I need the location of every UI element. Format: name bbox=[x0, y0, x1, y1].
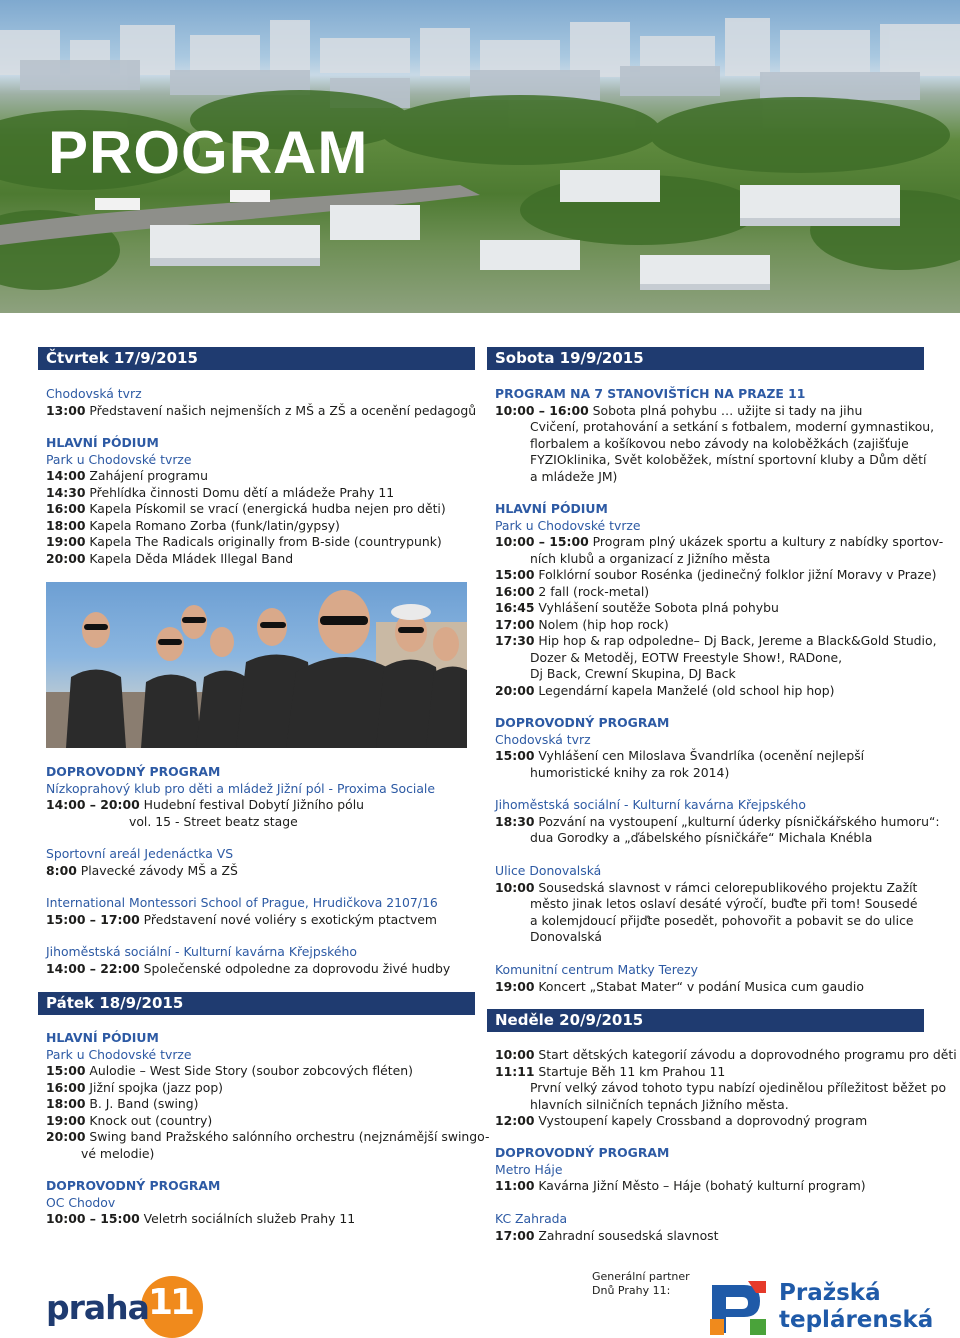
friday-block-side-program bbox=[46, 1178, 475, 1228]
venue: Sportovní areál Jedenáctka VS bbox=[46, 846, 234, 861]
program-line-cont: ních klubů a organizací z Jižního města bbox=[530, 550, 771, 566]
left-column bbox=[38, 347, 490, 1247]
thursday-block-sport bbox=[46, 846, 475, 879]
program-line-cont: vol. 15 - Street beatz stage bbox=[129, 813, 298, 829]
thursday-block-montessori bbox=[46, 895, 475, 928]
program-line: 11:00 Kavárna Jižní Město – Háje (bohatý kulturní program) bbox=[495, 1178, 866, 1193]
program-line-cont: FYZIOklinika, Svět koloběžek, místní sportovní kluby a Dům dětí bbox=[530, 452, 927, 467]
day-bar-sunday: Neděle 20/9/2015 bbox=[487, 1009, 924, 1032]
thursday-block-main-stage bbox=[46, 435, 475, 567]
program-line: 12:00 Vystoupení kapely Crossband a doprovodný program bbox=[495, 1113, 868, 1128]
program-line-cont: hlavních silničních tepnách Jižního města. bbox=[530, 1096, 789, 1112]
program-line: 18:00 Kapela Romano Zorba (funk/latin/gypsy) bbox=[46, 517, 340, 533]
program-line: 14:30 Přehlídka činnosti Domu dětí a mládeže Prahy 11 bbox=[46, 484, 395, 500]
program-line-cont: humoristické knihy za rok 2014) bbox=[530, 764, 730, 780]
venue: Metro Háje bbox=[495, 1161, 563, 1177]
saturday-block-community-center bbox=[495, 962, 924, 995]
thursday-block-tvrz bbox=[46, 386, 475, 419]
program-line-cont: florbalem a košíkovou nebo závody na koloběžkách (zajišťuje bbox=[530, 435, 909, 451]
venue: Chodovská tvrz bbox=[46, 386, 142, 401]
program-line: 16:45 Vyhlášení soutěže Sobota plná pohybu bbox=[495, 600, 779, 615]
hero-banner bbox=[0, 0, 960, 313]
program-line: 16:00 2 fall (rock-metal) bbox=[495, 583, 650, 599]
venue: Park u Chodovské tvrze bbox=[495, 517, 641, 533]
program-line: 20:00 Kapela Děda Mládek Illegal Band bbox=[46, 550, 294, 566]
venue: Nízkoprahový klub pro děti a mládež Jižní pól - Proxima Sociale bbox=[46, 780, 435, 796]
program-line-cont: Cvičení, protahování a setkání s fotbalem, moderní gymnastikou, bbox=[530, 419, 935, 434]
program-line: 19:00 Knock out (country) bbox=[46, 1112, 213, 1128]
day-bar-saturday: Sobota 19/9/2015 bbox=[487, 347, 924, 370]
saturday-block-7-stations bbox=[495, 386, 935, 485]
section-heading: PROGRAM NA 7 STANOVIŠTÍCH NA PRAZE 11 bbox=[495, 386, 806, 401]
program-line-cont: vé melodie) bbox=[81, 1145, 155, 1161]
program-line: 10:00 – 15:00 Veletrh sociálních služeb Prahy 11 bbox=[46, 1211, 356, 1226]
thursday-block-side-program bbox=[46, 764, 475, 830]
section-heading: DOPROVODNÝ PROGRAM bbox=[495, 715, 670, 730]
prazska-teplarenska-logo-icon bbox=[708, 1279, 768, 1337]
program-line: 11:11 Startuje Běh 11 km Prahou 11 bbox=[495, 1063, 726, 1079]
program-line: 8:00 Plavecké závody MŠ a ZŠ bbox=[46, 862, 238, 878]
program-line: 18:00 B. J. Band (swing) bbox=[46, 1096, 199, 1111]
section-heading: DOPROVODNÝ PROGRAM bbox=[46, 764, 221, 779]
saturday-block-cafe bbox=[495, 797, 940, 847]
program-line: 14:00 Zahájení programu bbox=[46, 468, 208, 483]
program-line: 15:00 Vyhlášení cen Miloslava Švandrlíka (ocenění nejlepší bbox=[495, 748, 865, 763]
venue: Ulice Donovalská bbox=[495, 863, 602, 878]
page-title: PROGRAM bbox=[48, 119, 369, 186]
praha-11-logo-text: praha bbox=[46, 1288, 149, 1327]
program-line-cont: Dj Back, Crewní Skupina, DJ Back bbox=[530, 666, 736, 681]
venue: Jihoměstská sociální - Kulturní kavárna Křejpského bbox=[495, 797, 806, 812]
section-heading: HLAVNÍ PÓDIUM bbox=[46, 435, 159, 450]
sunday-block-side-program bbox=[495, 1145, 924, 1195]
program-line: 19:00 Kapela The Radicals originally from B-side (countrypunk) bbox=[46, 534, 442, 549]
program-line-cont: Donovalská bbox=[530, 929, 602, 944]
program-line: 17:00 Nolem (hip hop rock) bbox=[495, 616, 669, 632]
program-line: 15:00 Folklórní soubor Rosénka (jedinečný folklor jižní Moravy v Praze) bbox=[495, 567, 937, 582]
program-line: 10:00 – 16:00 Sobota plná pohybu … užijte si tady na jihu bbox=[495, 402, 863, 418]
venue: Jihoměstská sociální - Kulturní kavárna Křejpského bbox=[46, 944, 357, 959]
program-line: 17:00 Zahradní sousedská slavnost bbox=[495, 1227, 719, 1243]
program-line: 17:30 Hip hop & rap odpoledne– Dj Back, Jereme a Black&Gold Studio, bbox=[495, 633, 937, 648]
thursday-block-cafe bbox=[46, 944, 475, 977]
program-line: 10:00 – 15:00 Program plný ukázek sportu a kultury z nabídky sportov- bbox=[495, 534, 944, 549]
program-line: 10:00 Start dětských kategorií závodu a doprovodného programu pro děti bbox=[495, 1047, 957, 1062]
program-line: 20:00 Legendární kapela Manželé (old school hip hop) bbox=[495, 682, 835, 698]
band-photo-illustration bbox=[46, 582, 467, 748]
venue: Chodovská tvrz bbox=[495, 731, 591, 747]
venue: Komunitní centrum Matky Terezy bbox=[495, 962, 699, 977]
program-line: 13:00 Představení našich nejmenších z MŠ a ZŠ a ocenění pedagogů bbox=[46, 402, 477, 418]
praha-11-logo-number: 11 bbox=[148, 1282, 193, 1323]
program-line-cont: dua Gorodky a „ďábelského písničkáře“ Michala Knébla bbox=[530, 830, 873, 845]
program-line: 16:00 Jižní spojka (jazz pop) bbox=[46, 1079, 224, 1095]
day-bar-friday: Pátek 18/9/2015 bbox=[38, 992, 475, 1015]
day-bar-thursday: Čtvrtek 17/9/2015 bbox=[38, 347, 475, 370]
section-heading: HLAVNÍ PÓDIUM bbox=[495, 501, 608, 516]
program-line: 20:00 Swing band Pražského salónního orchestru (nejznámější swingo- bbox=[46, 1129, 490, 1144]
program-line-cont: Dozer & Metoděj, EOTW Freestyle Show!, RADone, bbox=[530, 649, 843, 665]
program-line: 19:00 Koncert „Stabat Mater“ v podání Musica cum gaudio bbox=[495, 978, 864, 994]
saturday-block-side-program bbox=[495, 715, 924, 781]
venue: OC Chodov bbox=[46, 1194, 116, 1210]
program-line: 14:00 – 20:00 Hudební festival Dobytí Jižního pólu bbox=[46, 797, 365, 812]
band-photo bbox=[46, 582, 467, 748]
partner-label: Generální partner Dnů Prahy 11: bbox=[592, 1270, 690, 1297]
program-line: 15:00 – 17:00 Představení nové voliéry s exotickým ptactvem bbox=[46, 911, 437, 927]
program-line-cont: a kolemjdoucí přijďte posedět, pohovořit a pobavit se do ulice bbox=[530, 912, 914, 928]
friday-block-main-stage bbox=[46, 1030, 490, 1162]
partner-name: Pražská teplárenská bbox=[779, 1280, 934, 1333]
program-line: 18:30 Pozvání na vystoupení „kulturní úderky písničkářského humoru“: bbox=[495, 813, 940, 829]
venue: Park u Chodovské tvrze bbox=[46, 451, 192, 467]
venue: International Montessori School of Prague, Hrudičkova 2107/16 bbox=[46, 895, 438, 910]
program-line: 14:00 – 22:00 Společenské odpoledne za doprovodu živé hudby bbox=[46, 960, 451, 976]
section-heading: DOPROVODNÝ PROGRAM bbox=[46, 1178, 221, 1193]
saturday-block-donovalska bbox=[495, 863, 924, 946]
venue: Park u Chodovské tvrze bbox=[46, 1046, 192, 1062]
venue: KC Zahrada bbox=[495, 1211, 568, 1226]
program-line-cont: a mládeže JM) bbox=[530, 468, 618, 484]
program-line: 16:00 Kapela Pískomil se vrací (energická hudba nejen pro děti) bbox=[46, 501, 446, 516]
saturday-block-main-stage bbox=[495, 501, 944, 699]
sunday-block-run bbox=[495, 1047, 957, 1130]
section-heading: DOPROVODNÝ PROGRAM bbox=[495, 1145, 670, 1160]
section-heading: HLAVNÍ PÓDIUM bbox=[46, 1030, 159, 1045]
program-line-cont: První velký závod tohoto typu nabízí ojedinělou příležitost běžet po bbox=[530, 1080, 947, 1095]
sunday-block-zahrada bbox=[495, 1211, 924, 1244]
program-line: 15:00 Aulodie – West Side Story (soubor zobcových fléten) bbox=[46, 1063, 413, 1078]
right-column bbox=[487, 347, 957, 1247]
program-line: 10:00 Sousedská slavnost v rámci celorepublikového projektu Zažít bbox=[495, 879, 918, 895]
program-line-cont: město jinak letos oslaví desáté výročí, buďte při tom! Sousedé bbox=[530, 896, 918, 911]
